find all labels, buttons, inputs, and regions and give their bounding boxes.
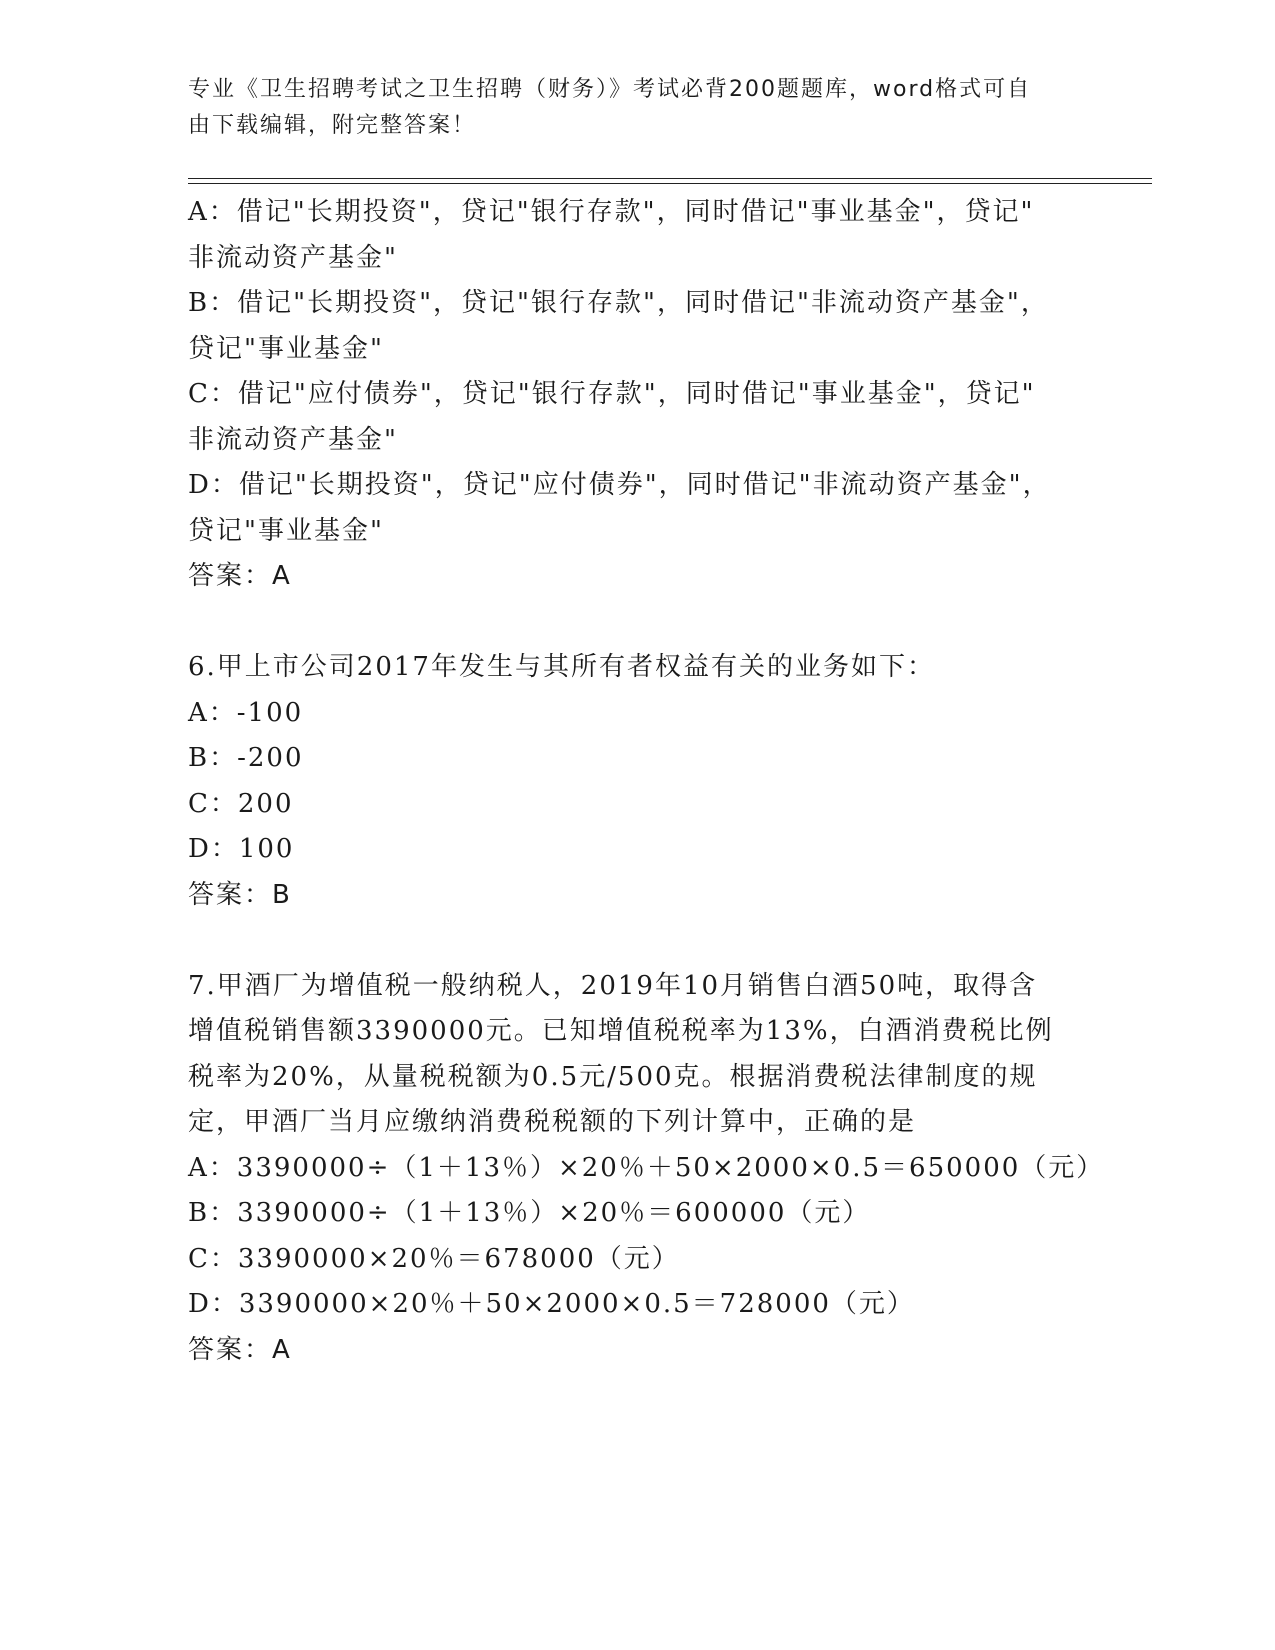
question-7 (188, 964, 1105, 1374)
option-c-line-1: C：借记"应付债券"，贷记"银行存款"，同时借记"事业基金"，贷记" (188, 379, 1036, 409)
header-divider-top (188, 178, 1152, 179)
header-line-2: 由下载编辑，附完整答案！ (188, 113, 477, 138)
option-a: A：3390000÷（1＋13％）×20％＋50×2000×0.5＝650000（元） (188, 1152, 1105, 1183)
question-7-stem-line-1: 7.甲酒厂为增值税一般纳税人，2019年10月销售白酒50吨，取得含 (188, 970, 1038, 1001)
answer-5: 答案：A (188, 561, 292, 591)
spacer (188, 918, 1068, 964)
option-d-line-2: 贷记"事业基金" (188, 515, 384, 546)
option-b-line-2: 贷记"事业基金" (188, 333, 384, 364)
document-header (188, 72, 1068, 144)
option-d: D：100 (188, 834, 295, 864)
answer-6: 答案：B (188, 879, 292, 910)
document-body (188, 190, 1105, 1373)
question-7-stem-line-4: 定，甲酒厂当月应缴纳消费税税额的下列计算中，正确的是 (188, 1107, 917, 1137)
question-6 (188, 645, 1068, 918)
option-b-line-1: B：借记"长期投资"，贷记"银行存款"，同时借记"非流动资产基金"， (188, 288, 1049, 318)
option-a-line-2: 非流动资产基金" (188, 242, 398, 273)
question-7-stem-line-3: 税率为20%，从量税税额为0.5元/500克。根据消费税法律制度的规 (188, 1061, 1038, 1092)
option-c: C：3390000×20％＝678000（元） (188, 1243, 680, 1274)
option-a: A：-100 (188, 697, 304, 728)
spacer (188, 600, 1068, 646)
option-d-line-1: D：借记"长期投资"，贷记"应付债券"，同时借记"非流动资产基金"， (188, 470, 1051, 500)
option-c: C：200 (188, 788, 294, 819)
option-b: B：3390000÷（1＋13％）×20％＝600000（元） (188, 1198, 871, 1228)
option-a-line-1: A：借记"长期投资"，贷记"银行存款"，同时借记"事业基金"，贷记" (188, 197, 1035, 227)
option-b: B：-200 (188, 743, 304, 773)
question-6-stem: 6.甲上市公司2017年发生与其所有者权益有关的业务如下： (188, 652, 935, 682)
question-5-options (188, 190, 1068, 600)
header-divider-bottom (188, 183, 1152, 184)
question-7-stem-line-2: 增值税销售额3390000元。已知增值税税率为13%，白酒消费税比例 (188, 1016, 1054, 1046)
header-line-1: 专业《卫生招聘考试之卫生招聘（财务）》考试必背200题题库，word格式可自 (188, 77, 1032, 102)
option-d: D：3390000×20％＋50×2000×0.5＝728000（元） (188, 1289, 915, 1319)
option-c-line-2: 非流动资产基金" (188, 424, 398, 455)
answer-7: 答案：A (188, 1334, 292, 1365)
